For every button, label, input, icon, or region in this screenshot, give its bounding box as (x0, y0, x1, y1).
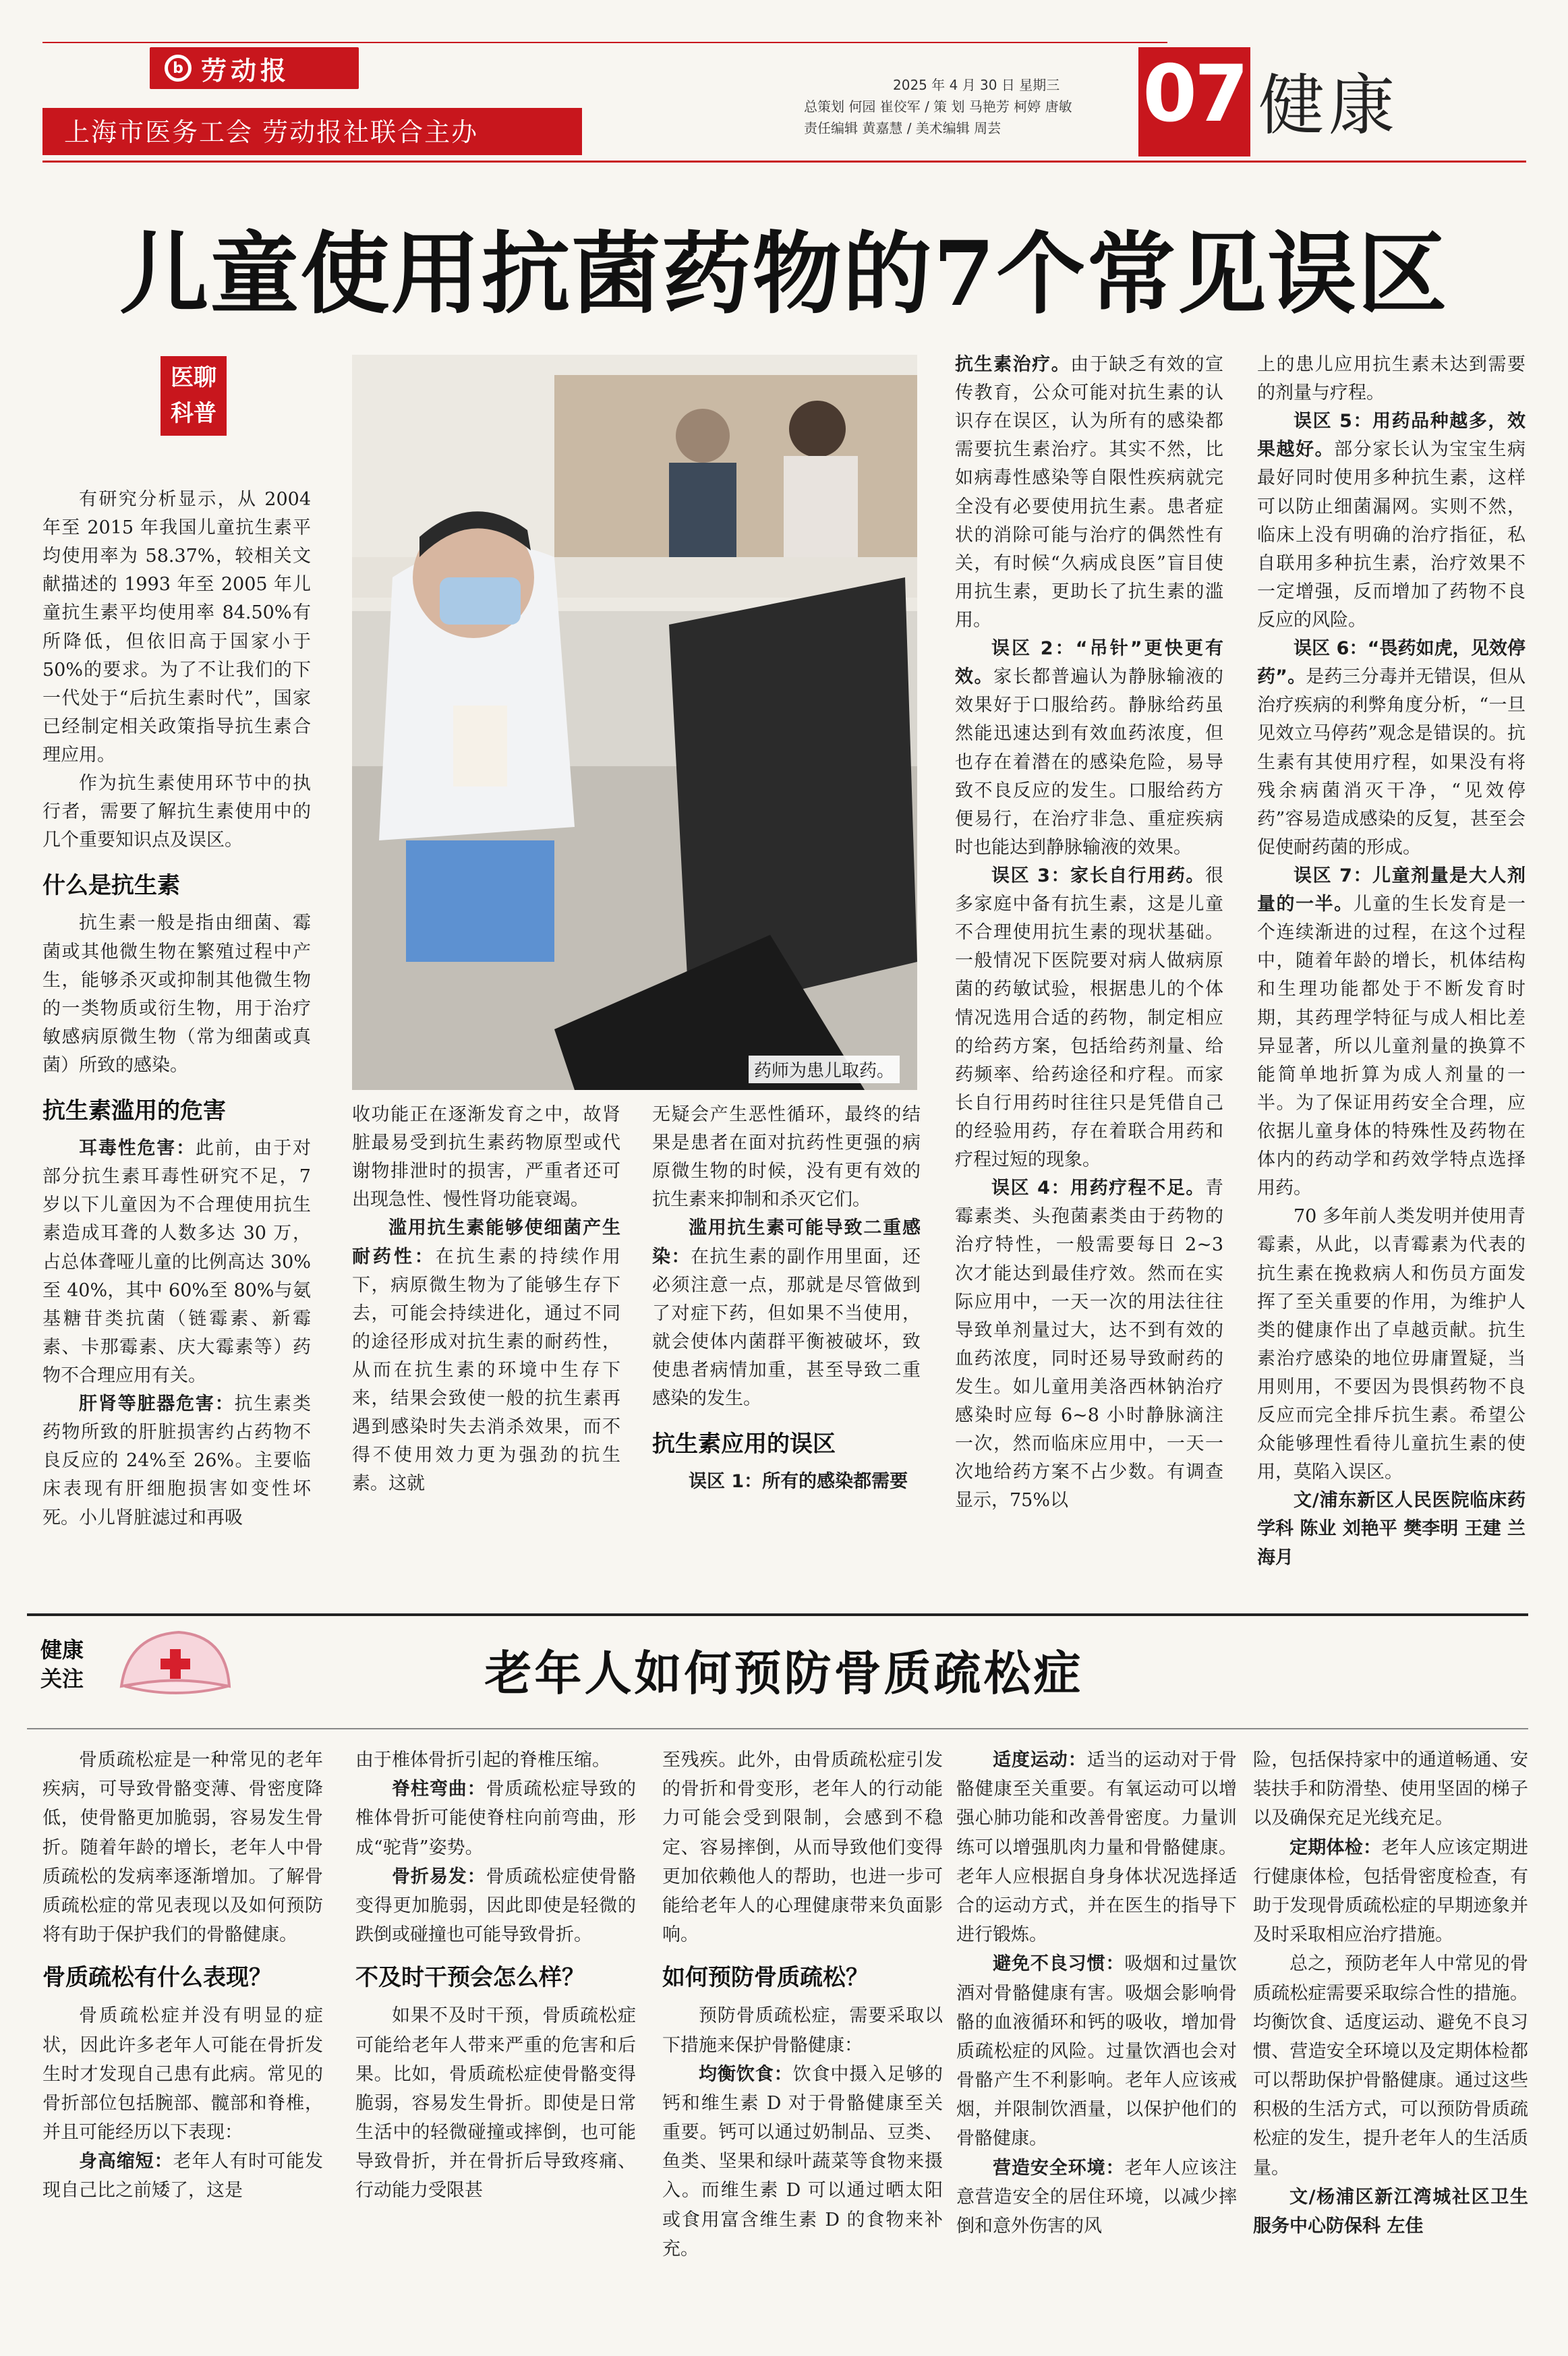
body-paragraph: 无疑会产生恶性循环，最终的结果是患者在面对抗药性更强的病原微生物的时候，没有更有效的抗生素来抑制和杀灭它们。 (652, 1104, 921, 1211)
intro-paragraph: 作为抗生素使用环节中的执行者，需要了解抗生素使用中的几个重要知识点及误区。 (42, 773, 311, 851)
kicker-text: 医聊 科普 (171, 364, 216, 427)
lead-in: 避免不良习惯： (993, 1953, 1125, 1975)
lead-in: 抗生素治疗。 (955, 354, 1071, 375)
pharmacist-photo (352, 355, 917, 1090)
body-paragraph: 如果不及时干预，骨质疏松症可能给老年人带来严重的危害和后果。比如，骨质疏松症使骨骼变得脆弱，容易发生骨折。即使是日常生活中的轻微碰撞或摔倒，也可能导致骨折，并在骨折后导致疼痛、行动能力受限甚 (355, 2005, 636, 2202)
lead-in: 适度运动： (993, 1750, 1087, 1771)
body-paragraph: 预防骨质疏松症，需要采取以下措施来保护骨骼健康： (662, 2005, 943, 2056)
lead-in: 脊柱弯曲： (392, 1779, 486, 1800)
article-column-4 (955, 351, 1223, 1515)
bottom-column-5 (1253, 1746, 1528, 2241)
lead-in: 身高缩短： (79, 2151, 173, 2173)
misconception-4: 误区 4：用药疗程不足。青霉素类、头孢菌素类由于药物的治疗特性，一般需要每日 2~3 次才能达到最佳疗效。然而在实际应用中，一天一次的用法往往导致单剂量过大，达不到有效的血药浓度，同时还易导致耐药的发生。如儿童用美洛西林钠治疗感染时应每 6~8 小时静脉滴注一次，然而临床应用中，一天一次地给药方案不占少数。有调查显示，75%以 (955, 1178, 1223, 1512)
lead-in: 耳毒性危害： (79, 1138, 196, 1159)
bottom-column-4 (956, 1746, 1237, 2241)
staff-line-1: 总策划 何园 崔佼军 / 策 划 马艳芳 柯婷 唐敏 (804, 98, 1072, 115)
body-paragraph: 营造安全环境：老年人应该注意营造安全的居住环境，以减少摔倒和意外伤害的风 (956, 2157, 1238, 2237)
body-paragraph: 滥用抗生素可能导致二重感染：在抗生素的副作用里面，还必须注意一点，那就是尽管做到了对症下药，但如果不当使用，就会使体内菌群平衡被破坏，致使患者病情加重，甚至导致二重感染的发生。 (652, 1217, 921, 1410)
lead-in: 误区 3：家长自行用药。 (991, 865, 1205, 886)
subheading-misconceptions: 抗生素应用的误区 (652, 1431, 836, 1458)
date-line: 2025 年 4 月 30 日 星期三 (893, 77, 1060, 93)
subheading-consequences: 不及时干预会怎么样？ (355, 1964, 585, 1992)
logo-text: 劳动报 (201, 55, 291, 86)
body-paragraph: 骨质疏松症是一种常见的老年疾病，可导致骨骼变薄、骨密度降低，使骨骼更加脆弱，容易发生骨折。随着年龄的增长，老年人中骨质疏松的发病率逐渐增加。了解骨质疏松症的常见表现以及如何预防将有助于保护我们的骨骼健康。 (42, 1750, 323, 1946)
header-rule (42, 161, 1526, 163)
bottom-kicker: 健康 关注 (40, 1637, 84, 1692)
article-column-1 (42, 486, 311, 1532)
subheading-what-is-antibiotic: 什么是抗生素 (42, 872, 180, 900)
body-paragraph: 身高缩短：老年人有时可能发现自己比之前矮了，这是 (42, 2151, 324, 2202)
body-paragraph: 险，包括保持家中的通道畅通、安装扶手和防滑垫、使用坚固的梯子以及确保充足光线充足。 (1253, 1750, 1528, 1829)
subheading-abuse-harm: 抗生素滥用的危害 (42, 1097, 226, 1125)
bottom-article-title: 老年人如何预防骨质疏松症 (484, 1646, 1084, 1701)
article-byline: 文/浦东新区人民医院临床药学科 陈业 刘艳平 樊李明 王建 兰海月 (1257, 1490, 1526, 1568)
lead-in: 骨折易发： (392, 1866, 486, 1887)
body-paragraph: 抗生素治疗。由于缺乏有效的宣传教育，公众可能对抗生素的认识存在误区，认为所有的感染都需要抗生素治疗。其实不然，比如病毒性感染等自限性疾病就完全没有必要使用抗生素。患者症状的消除可能与治疗的偶然性有关，有时候“久病成良医”盲目使用抗生素，更助长了抗生素的滥用。 (955, 354, 1224, 631)
lead-in: 误区 6：“畏药如虎，见效停药”。 (1257, 638, 1526, 688)
body-paragraph: 骨质疏松症并没有明显的症状，因此许多老年人可能在骨折发生时才发现自己患有此病。常见的骨折部位包括腕部、髋部和脊椎，并且可能经历以下表现： (42, 2005, 323, 2144)
lead-in: 均衡饮食： (699, 2063, 793, 2085)
body-paragraph: 总之，预防老年人中常见的骨质疏松症需要采取综合性的措施。均衡饮食、适度运动、避免不良习惯、营造安全环境以及定期体检都可以帮助保护骨骼健康。通过这些积极的生活方式，可以预防骨质疏松症的发生，提升老年人的生活质量。 (1253, 1953, 1528, 2179)
conclusion-paragraph: 70 多年前人类发明并使用青霉素，从此，以青霉素为代表的抗生素在挽救病人和伤员方面发挥了至关重要的作用，为维护人类的健康作出了卓越贡献。抗生素治疗感染的地位毋庸置疑，当用则用，不要因为畏惧药物不良反应而完全排斥抗生素。希望公众能够理性看待儿童抗生素的使用，莫陷入误区。 (1257, 1206, 1526, 1483)
bottom-column-1 (42, 1746, 323, 2206)
body-paragraph: 由于椎体骨折引起的脊椎压缩。 (355, 1750, 610, 1771)
lead-in: 定期体检： (1289, 1837, 1382, 1858)
host-organizers: 上海市医务工会 劳动报社联合主办 (64, 117, 479, 147)
main-headline: 儿童使用抗菌药物的7个常见误区 (119, 222, 1449, 326)
lead-in: 误区 2：“吊针”更快更有效。 (955, 638, 1223, 688)
body-paragraph: 骨折易发：骨质疏松症使骨骼变得更加脆弱，因此即使是轻微的跌倒或碰撞也可能导致骨折。 (355, 1866, 637, 1946)
subheading-symptoms: 骨质疏松有什么表现？ (42, 1964, 272, 1992)
article-column-5 (1257, 351, 1526, 1572)
body-paragraph: 适度运动：适当的运动对于骨骼健康至关重要。有氧运动可以增强心肺功能和改善骨密度。力量训练可以增强肌肉力量和骨骼健康。老年人应根据自身身体状况选择适合的运动方式，并在医生的指导下进行锻炼。 (956, 1750, 1238, 1946)
body-paragraph: 上的患儿应用抗生素未达到需要的剂量与疗程。 (1257, 354, 1526, 404)
article-column-3 (652, 1101, 921, 1496)
logo-mark-icon: b (165, 55, 192, 82)
lead-in: 肝肾等脏器危害： (79, 1394, 235, 1415)
body-paragraph: 耳毒性危害：此前，由于对部分抗生素耳毒性研究不足，7 岁以下儿童因为不合理使用抗生素造成耳聋的人数多达 30 万，占总体聋哑儿童的比例高达 30%至 40%，其中 60%至 80%与氨基糖苷类抗菌（链霉素、新霉素、卡那霉素、庆大霉素等）药物不合理应用有关。 (42, 1138, 312, 1386)
masthead-rule (42, 42, 1167, 43)
staff-line-2: 责任编辑 黄嘉慧 / 美术编辑 周芸 (804, 120, 1001, 136)
body-paragraph: 定期体检：老年人应该定期进行健康体检，包括骨密度检查，有助于发现骨质疏松症的早期迹象并及时采取相应治疗措施。 (1253, 1837, 1528, 1946)
lead-in: 误区 4：用药疗程不足。 (991, 1178, 1205, 1199)
bottom-column-3 (662, 1746, 943, 2264)
body-paragraph: 均衡饮食：饮食中摄入足够的钙和维生素 D 对于骨骼健康至关重要。钙可以通过奶制品、豆类、鱼类、坚果和绿叶蔬菜等食物来摄入。而维生素 D 可以通过晒太阳或食用富含维生素 D 的食物来补充。 (662, 2063, 943, 2260)
page-number: 07 (1142, 49, 1246, 140)
body-paragraph: 肝肾等脏器危害：抗生素类药物所致的肝脏损害约占药物不良反应的 24%至 26%。主要临床表现有肝细胞损害如变性坏死。小儿肾脏滤过和再吸 (42, 1394, 312, 1528)
lead-in: 误区 1：所有的感染都需要 (689, 1471, 908, 1493)
bottom-column-2 (355, 1746, 636, 2206)
body-paragraph: 收功能正在逐渐发育之中，故肾脏最易受到抗生素药物原型或代谢物排泄时的损害，严重者还可出现急性、慢性肾功能衰竭。 (352, 1104, 620, 1211)
misconception-5: 误区 5：用药品种越多，效果越好。部分家长认为宝宝生病最好同时使用多种抗生素，这样可以防止细菌漏网。实则不然，临床上没有明确的治疗指征，私自联用多种抗生素，治疗效果不一定增强，反而增加了药物不良反应的风险。 (1257, 411, 1526, 631)
section-name: 健康 (1258, 67, 1399, 144)
lead-in: 误区 5：用药品种越多，效果越好。 (1257, 411, 1526, 461)
article-byline: 文/杨浦区新江湾城社区卫生服务中心防保科 左佳 (1253, 2186, 1528, 2237)
lead-in: 滥用抗生素可能导致二重感染： (652, 1217, 921, 1267)
body-paragraph (652, 1468, 921, 1496)
photo-illustration (352, 355, 917, 1090)
misconception-7: 误区 7：儿童剂量是大人剂量的一半。儿童的生长发育是一个连续渐进的过程，在这个过程中，随着年龄的增长，机体结构和生理功能都处于不断发育时期，其药理学特征与成人相比差异显著，所以儿童剂量的换算不能简单地折算为成人剂量的一半。为了保证用药安全合理，应依据儿童身体的特殊性及药物在体内的药动学和药效学特点选择用药。 (1257, 865, 1526, 1199)
bottom-title-rule (27, 1728, 1528, 1729)
body-paragraph: 避免不良习惯：吸烟和过量饮酒对骨骼健康有害。吸烟会影响骨骼的血液循环和钙的吸收，增加骨质疏松症的风险。过量饮酒也会对骨骼产生不利影响。老年人应该戒烟，并限制饮酒量，以保护他们的骨骼健康。 (956, 1953, 1238, 2150)
body-paragraph: 至残疾。此外，由骨质疏松症引发的骨折和骨变形，老年人的行动能力可能会受到限制，会感到不稳定、容易摔倒，从而导致他们变得更加依赖他人的帮助，也进一步可能给老年人的心理健康带来负面影响。 (662, 1750, 943, 1946)
body-paragraph: 脊柱弯曲：骨质疏松症导致的椎体骨折可能使脊柱向前弯曲，形成“驼背”姿势。 (355, 1779, 637, 1858)
misconception-3: 误区 3：家长自行用药。很多家庭中备有抗生素，这是儿童不合理使用抗生素的现状基础。一般情况下医院要对病人做病原菌的药敏试验，根据患儿的个体情况选用合适的药物，制定相应的给药方案，包括给药剂量、给药频率、给药途径和疗程。而家长自行用药时往往只是凭借自己的经验用药，存在着联合用药和疗程过短的现象。 (955, 865, 1223, 1171)
photo-caption: 药师为患儿取药。 (749, 1056, 900, 1083)
intro-paragraph: 有研究分析显示，从 2004 年至 2015 年我国儿童抗生素平均使用率为 58.37%，较相关文献描述的 1993 年至 2005 年儿童抗生素平均使用率 84.50%有所降低，但依旧高于国家小于 50%的要求。为了不让我们的下一代处于“后抗生素时代”，国家已经制定相关政策指导抗生素合理应用。 (42, 489, 311, 766)
body-paragraph: 抗生素一般是指由细菌、霉菌或其他微生物在繁殖过程中产生，能够杀灭或抑制其他微生物的一类物质或衍生物，用于治疗敏感病原微生物（常为细菌或真菌）所致的感染。 (42, 913, 311, 1076)
misconception-2: 误区 2：“吊针”更快更有效。家长都普遍认为静脉输液的效果好于口服给药。静脉给药虽然能迅速达到有效血药浓度，但也存在着潜在的感染危险，易导致不良反应的发生。口服给药方便易行，在治疗非急、重症疾病时也能达到静脉输液的效果。 (955, 638, 1224, 858)
lead-in: 误区 7：儿童剂量是大人剂量的一半。 (1257, 865, 1526, 915)
subheading-prevention: 如何预防骨质疏松？ (662, 1964, 869, 1992)
newspaper-logo (150, 47, 359, 89)
article-column-2 (352, 1101, 620, 1499)
lead-in: 营造安全环境： (993, 2157, 1125, 2179)
body-paragraph: 滥用抗生素能够使细菌产生耐药性：在抗生素的持续作用下，病原微生物为了能够生存下去，可能会持续进化，通过不同的途径形成对抗生素的耐药性，从而在抗生素的环境中生存下来，结果会致使一般的抗生素再遇到感染时失去消杀效果，而不得不使用效力更为强劲的抗生素。这就 (352, 1217, 621, 1495)
misconception-6: 误区 6：“畏药如虎，见效停药”。是药三分毒并无错误，但从治疗疾病的利弊角度分析，“一旦见效立马停药”观念是错误的。抗生素有其使用疗程，如果没有将残余病菌消灭干净，“见效停药”容易造成感染的反复，甚至会促使耐药菌的形成。 (1257, 638, 1526, 858)
section-kicker (161, 356, 227, 436)
section-divider (27, 1613, 1528, 1616)
lead-in: 滥用抗生素能够使细菌产生耐药性： (352, 1217, 620, 1267)
